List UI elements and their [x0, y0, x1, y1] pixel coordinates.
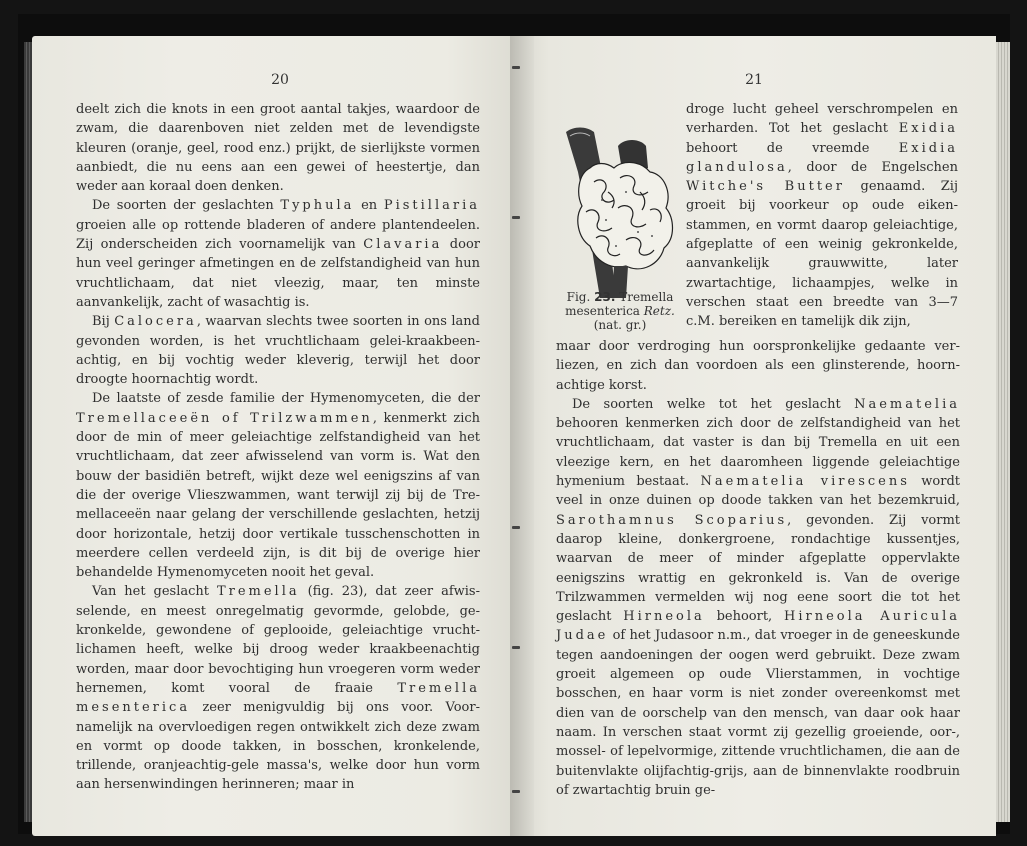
text-run: deelt zich die knots in een groot aantal takjes, waardoor de zwam, die daarenboven niet zelden met de levendigste kleuren (oranje, geel, rood enz.) prijkt, de sierlijkste vormen aanbiedt, die nu eens aan een gewei of heestertje, dan weder aan koraal doen denken. [76, 102, 480, 195]
paragraph [556, 395, 960, 800]
paragraph [686, 100, 958, 332]
figure-scale: (nat. gr.) [593, 318, 647, 332]
spaced-term: Naematelia [854, 396, 960, 412]
text-run: behoort de vreemde [686, 140, 899, 156]
paragraph [76, 582, 480, 794]
paragraph [556, 337, 960, 395]
text-run: behoort, [704, 609, 784, 625]
text-run: wordt veel in onze duinen op doode takken van het bezemkruid, [556, 474, 960, 509]
open-book [18, 14, 1010, 834]
page-number-left: 20 [271, 72, 289, 88]
binding-stitch [512, 790, 520, 793]
tremella-fungus-illustration [556, 122, 680, 298]
figure-species: mesenterica [565, 304, 644, 318]
text-run: De laatste of zesde familie der Hymenomyceten, die der [92, 391, 480, 407]
text-run: maar door verdroging hun oorspronkelijke gedaante verliezen, en zich dan voordoen als een glinsterende, hoornachtige korst. [556, 339, 960, 393]
figure-caption [550, 290, 690, 332]
text-run: en [354, 198, 384, 214]
spaced-term: Exidia [898, 121, 958, 137]
spaced-term: Sarothamnus Scoparius [556, 512, 788, 528]
text-run: (fig. 23), dat zeer afwisselende, en meest onregelmatig gevormde, gelobde, gekronkelde, gewondene of geplooide, geleiachtige vruchtlichamen heeft, welke bij droog weder kraakbeenachtig worden, maar door bevochtiging hun vroegeren vorm weder hernemen, komt vooral de fraaie [76, 584, 481, 696]
text-run: Van het geslacht [92, 584, 217, 600]
right-page-top-body [686, 100, 958, 332]
text-run: groeien alle op rottende bladeren of andere plantendeelen. Zij onderscheiden zich voornamelijk van [76, 217, 480, 253]
page-edge-stack [996, 42, 1010, 822]
paragraph [76, 100, 480, 196]
text-run: , waarvan slechts twee soorten in ons land gevonden worden, is het vruchtlichaam gelei-kraakbeenachtig, en bij vochtig weder kleverig, terwijl het door droogte hoornachtig wordt. [76, 314, 480, 388]
text-run: door hun veel geringer afmetingen en de zelfstandigheid van hun vruchtlichaam, dat niet vleezig, maar, ten minste aanvankelijk, zacht of wasachtig is. [76, 237, 480, 310]
figure-number: 23. [594, 290, 616, 304]
binding-stitch [512, 66, 520, 69]
binding-stitch [512, 216, 520, 219]
left-page [32, 36, 520, 836]
text-run: Bij [92, 314, 115, 330]
left-page-body [76, 100, 480, 795]
text-run: droge lucht geheel verschrompelen en verharden. Tot het geslacht [686, 102, 958, 137]
spaced-term: Hirneola Auricula Judae [556, 609, 960, 644]
figure-title: Tremella [615, 290, 674, 304]
paragraph [76, 312, 480, 389]
text-run: genaamd. Zij groeit bij voorkeur op oude eikenstammen, en vormt daarop geleiachtige, afgeplatte of een weinig gekronkelde, aanvankelijk grauwwitte, later zwartachtige, lichaampjes, welke in verschen staat een breedte van 3—7 c.M. bereiken en tamelijk dik zijn, [686, 179, 958, 330]
spaced-term: Calocera [114, 314, 197, 330]
spaced-term: Exidia glandulosa [686, 140, 958, 175]
book-gutter [510, 36, 534, 836]
right-page-body [556, 337, 960, 800]
spaced-term: Typhula [280, 198, 355, 214]
text-run: zeer menigvuldig bij ons voor. Voornamelijk na overvloedigen regen ontwikkelt zich deze zwam en vormt op doode takken, in bosschen, kronkelende, trillende, oranjeachtig-gele massa's, welke door hun vorm aan hersenwindingen herinneren; maar in [76, 700, 480, 793]
spaced-term: Tremella mesenterica [76, 680, 480, 716]
figure-label: Fig. [566, 290, 595, 304]
spaced-term: Tremellaceeën of Trilzwammen [76, 410, 373, 426]
spaced-term: Tremella [216, 584, 300, 600]
binding-stitch [512, 646, 520, 649]
spaced-term: Naematelia virescens [700, 474, 910, 490]
spaced-term: Clavaria [363, 237, 443, 253]
text-run: De soorten welke tot het geslacht [572, 396, 855, 412]
spaced-term: Hirneola [623, 609, 705, 625]
text-run: De soorten der geslachten [92, 198, 281, 214]
paragraph [76, 196, 480, 312]
text-run: of het Judasoor n.m., dat vroeger in de geneeskunde tegen aandoeningen der oogen werd gebruikt. Deze zwam groeit algemeen op oude Vlierstammen, in vochtige bosschen, en haar vorm is niet zonder overeenkomst met dien van de oorschelp van den mensch, van daar ook haar naam. In verschen staat vormt zij gezellig groeiende, oor-, mossel- of lepelvormige, zittende vruchtlichamen, die aan de buitenvlakte olijfachtig-grijs, aan de binnenvlakte roodbruin of zwartachtig bruin ge- [556, 628, 960, 798]
right-page [510, 36, 996, 836]
paragraph [76, 389, 480, 582]
figure-author: Retz. [643, 304, 675, 318]
page-number-right: 21 [745, 72, 763, 88]
text-run: behooren kenmerken zich door de zelfstandigheid van het vruchtlichaam, dat vaster is dan bij Tremella en uit een vleezige kern, en het daaromheen liggende geleiachtige hymenium bestaat. [556, 416, 960, 490]
spaced-term: Witche's Butter [686, 179, 845, 195]
spaced-term: Pistillaria [383, 198, 480, 214]
binding-stitch [512, 526, 520, 529]
text-run: , gevonden. Zij vormt daarop kleine, donkergroene, rondachtige kussentjes, waarvan de meer of minder afgeplatte oppervlakte eenigszins wrattig en gekronkeld is. Van de overige Trilzwammen vermelden wij nog eene soort die tot het geslacht [556, 512, 960, 625]
text-run: , kenmerkt zich door de min of meer geleiachtige zelfstandigheid van het vruchtlichaam, dat zeer afwisselend van vorm is. Wat den bouw der basidiën betreft, wijkt deze wel eenigszins af van die der overige Vlieszwammen, want terwijl zij bij de Tremellaceeën naar gelang der verschillende geslachten, hetzij door horizontale, hetzij door vertikale tusschenschotten in meerdere cellen verdeeld zijn, is dit bij de overige hier behandelde Hymenomyceten nooit het geval. [76, 410, 481, 581]
text-run: , door de Engelschen [787, 159, 958, 175]
